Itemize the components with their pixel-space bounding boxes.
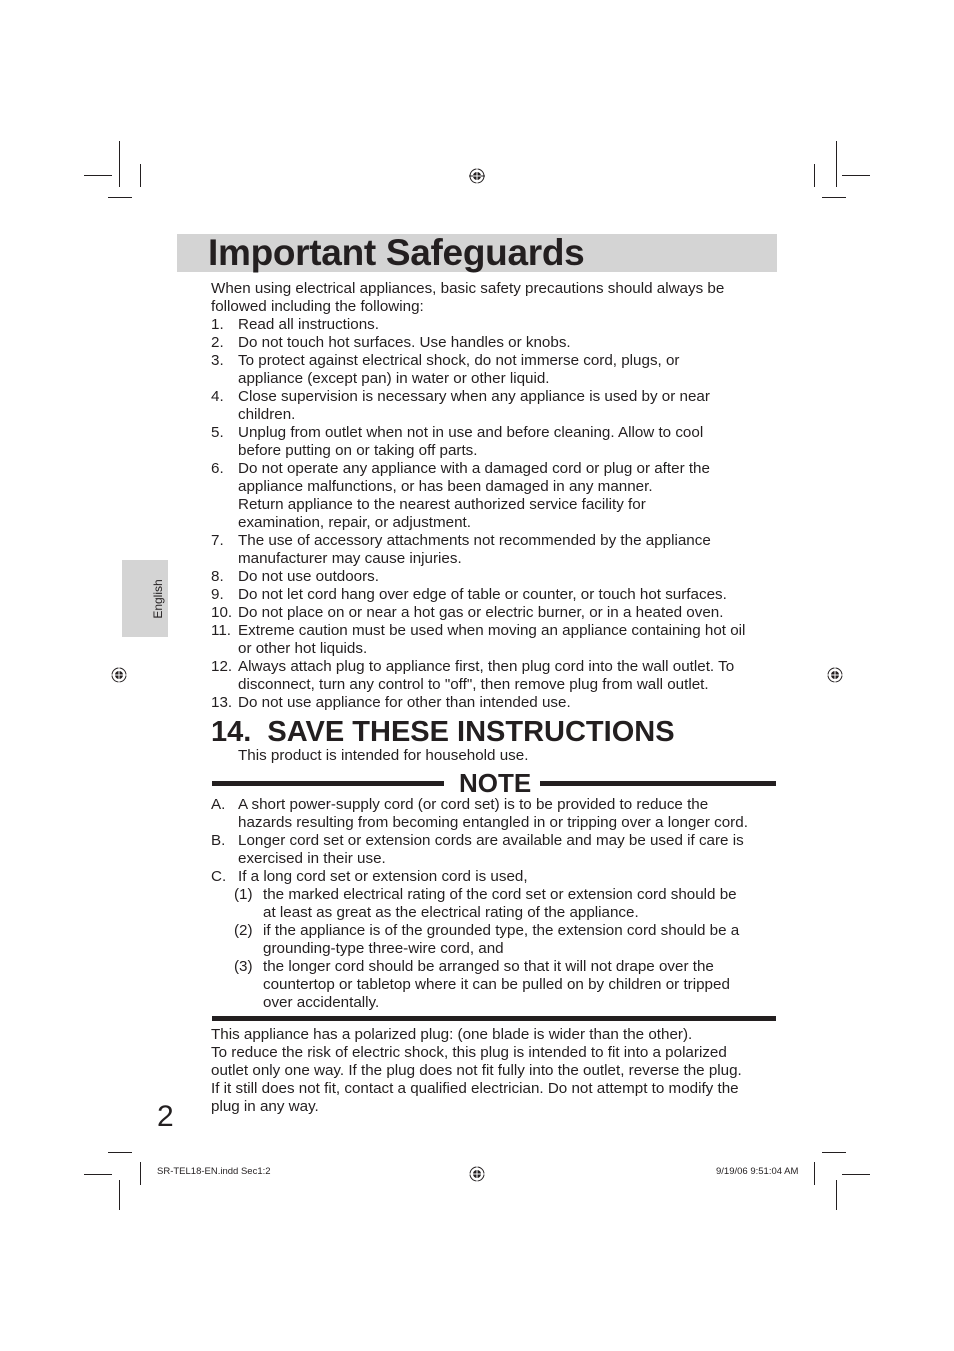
subnote-item: (1) the marked electrical rating of the cord set or extension cord should be: [234, 886, 737, 903]
list-item: 7. The use of accessory attachments not recommended by the appliance: [211, 532, 711, 549]
list-item: 13. Do not use appliance for other than intended use.: [211, 694, 571, 711]
list-item: 6. Do not operate any appliance with a damaged cord or plug or after the: [211, 460, 710, 477]
page-title: Important Safeguards: [208, 232, 585, 273]
note-item: A. A short power-supply cord (or cord set) is to be provided to reduce the: [211, 796, 709, 813]
paragraph-line: outlet only one way. If the plug does not fit fully into the outlet, reverse the plug.: [211, 1062, 742, 1079]
note-item-continuation: exercised in their use.: [238, 850, 386, 867]
paragraph-line: To reduce the risk of electric shock, this plug is intended to fit into a polarized: [211, 1044, 727, 1061]
list-item: 12. Always attach plug to appliance first, then plug cord into the wall outlet. To: [211, 658, 735, 675]
list-item-continuation: before putting on or taking off parts.: [238, 442, 478, 459]
note-list: [211, 796, 781, 1012]
registration-mark-icon: [469, 168, 485, 184]
list-item: 10. Do not place on or near a hot gas or electric burner, or in a heated oven.: [211, 604, 724, 621]
list-item-continuation: appliance (except pan) in water or other liquid.: [238, 370, 550, 387]
subnote-item-continuation: over accidentally.: [263, 994, 380, 1011]
list-item-continuation: disconnect, turn any control to "off", then remove plug from wall outlet.: [238, 676, 709, 693]
page-number: 2: [157, 1100, 174, 1133]
list-item-continuation: examination, repair, or adjustment.: [238, 514, 471, 531]
registration-mark-icon: [827, 667, 843, 683]
list-item: 4. Close supervision is necessary when any appliance is used by or near: [211, 388, 710, 405]
subnote-item-continuation: grounding-type three-wire cord, and: [263, 940, 504, 957]
note-rule-bottom: [212, 1016, 776, 1021]
intro-line: When using electrical appliances, basic safety precautions should always be: [211, 280, 725, 297]
household-text: This product is intended for household use.: [238, 747, 529, 764]
list-item-continuation: appliance malfunctions, or has been damaged in any manner.: [238, 478, 653, 495]
household-note: [211, 747, 781, 765]
list-item: 2. Do not touch hot surfaces. Use handles or knobs.: [211, 334, 571, 351]
subnote-item: (3) the longer cord should be arranged so that it will not drape over the: [234, 958, 714, 975]
list-item: 1. Read all instructions.: [211, 316, 379, 333]
list-item-continuation: or other hot liquids.: [238, 640, 368, 657]
note-item: B. Longer cord set or extension cords are available and may be used if care is: [211, 832, 744, 849]
subnote-item: (2) if the appliance is of the grounded type, the extension cord should be a: [234, 922, 740, 939]
list-item-continuation: manufacturer may cause injuries.: [238, 550, 462, 567]
paragraph-line: This appliance has a polarized plug: (one blade is wider than the other).: [211, 1026, 693, 1043]
list-item: 9. Do not let cord hang over edge of table or counter, or touch hot surfaces.: [211, 586, 727, 603]
registration-mark-icon: [111, 667, 127, 683]
intro-paragraph: [211, 280, 781, 316]
note-heading: NOTE: [459, 768, 532, 798]
note-rule-left: [212, 781, 444, 786]
safeguards-list: [211, 316, 781, 712]
subnote-item-continuation: countertop or tabletop where it can be pulled on by children or tripped: [263, 976, 730, 993]
note-item: C. If a long cord set or extension cord is used,: [211, 868, 528, 885]
list-item: 3. To protect against electrical shock, do not immerse cord, plugs, or: [211, 352, 680, 369]
paragraph-line: If it still does not fit, contact a qualified electrician. Do not attempt to modify the: [211, 1080, 739, 1097]
slug-filename: SR-TEL18-EN.indd Sec1:2: [157, 1166, 271, 1177]
slug-timestamp: 9/19/06 9:51:04 AM: [716, 1166, 799, 1177]
note-item-continuation: hazards resulting from becoming entangled in or tripping over a longer cord.: [238, 814, 748, 831]
list-item-continuation: Return appliance to the nearest authorized service facility for: [238, 496, 646, 513]
subnote-item-continuation: at least as great as the electrical rating of the appliance.: [263, 904, 639, 921]
registration-mark-icon: [469, 1166, 485, 1182]
polarized-plug-paragraph: [211, 1026, 781, 1116]
language-tab-label: English: [151, 579, 165, 619]
save-instructions-heading: 14. SAVE THESE INSTRUCTIONS: [211, 716, 675, 748]
list-item: 11. Extreme caution must be used when moving an appliance containing hot oil: [211, 622, 746, 639]
list-item: 5. Unplug from outlet when not in use and before cleaning. Allow to cool: [211, 424, 704, 441]
list-item: 8. Do not use outdoors.: [211, 568, 379, 585]
list-item-continuation: children.: [238, 406, 296, 423]
paragraph-line: plug in any way.: [211, 1098, 319, 1115]
note-rule-right: [540, 781, 776, 786]
intro-line: followed including the following:: [211, 298, 424, 315]
